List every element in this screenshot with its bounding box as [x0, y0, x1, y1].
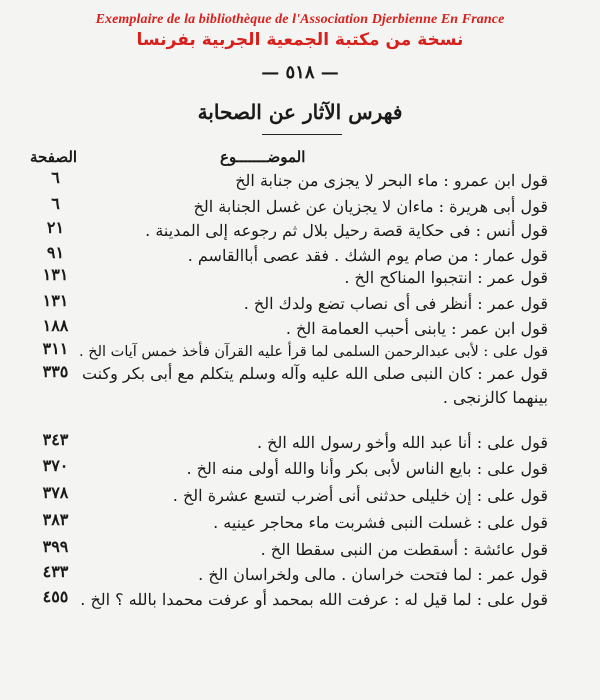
entry-text: قول أبى هريرة : ماءان لا يجزيان عن غسل الجنابة الخ [193, 197, 548, 216]
entry-text: قول على : لما قيل له : عرفت الله بمحمد أو عرفت محمدا بالله ؟ الخ . [80, 590, 548, 609]
entry-text: قول عمر : كان النبى صلى الله عليه وآله وسلم يتكلم مع أبى بكر وكنت بينهما كالزنجى . [81, 364, 548, 407]
entry-page-number: ٤٣٣ [42, 562, 69, 581]
entry-page-number: ٦ [51, 168, 60, 187]
entry-page-number: ٦ [51, 194, 60, 213]
entry-page-number: ٤٥٥ [42, 587, 69, 606]
entry-text: قول أنس : فى حكاية قصة رحيل بلال ثم رجوعه إلى المدينة . [145, 221, 548, 240]
subject-column-header: الموضـــــــوع [220, 148, 306, 166]
entry-page-number: ٣٩٩ [42, 537, 69, 556]
entry-page-number: ٣٧٨ [42, 483, 69, 502]
index-entry [0, 537, 600, 563]
entry-text: قول عمر : لما فتحت خراسان . مالى ولخراسان الخ . [198, 565, 548, 584]
index-entry [0, 265, 600, 291]
index-entry [0, 456, 600, 482]
page-number: — ٥١٨ — [261, 62, 339, 83]
entry-page-number: ٩١ [46, 243, 65, 262]
index-entry [0, 483, 600, 509]
entry-text: قول على : بايع الناس لأبى بكر وأنا والله أولى منه الخ . [186, 459, 548, 478]
entry-page-number: ٢١ [46, 218, 65, 237]
page-column-header: الصفحة [30, 148, 78, 166]
entry-text: قول على : غسلت النبى فشربت ماء محاجر عينيه . [213, 513, 548, 532]
entry-page-number: ٣٣٥ [42, 362, 69, 381]
entry-text: قول ابن عمر : يابنى أحبب العمامة الخ . [285, 319, 548, 338]
index-entry [0, 168, 600, 194]
entry-page-number: ٣١١ [42, 339, 69, 358]
entry-page-number: ١٣١ [42, 291, 69, 310]
entry-page-number: ٣٧٠ [42, 456, 69, 475]
index-entry [0, 291, 600, 317]
entry-text: قول عمار : من صام يوم الشك . فقد عصى أباالقاسم . [187, 246, 548, 265]
entry-text: قول عائشة : أسقطت من النبى سقطا الخ . [260, 540, 548, 559]
entry-text: قول على : لأبى عبدالرحمن السلمى لما قرأ عليه القرآن فأخذ خمس آيات الخ . [79, 344, 548, 360]
library-stamp-arabic: نسخة من مكتبة الجمعية الجربية بفرنسا [136, 30, 464, 50]
index-entry [0, 587, 600, 613]
entry-text: قول على : أنا عبد الله وأخو رسول الله الخ . [257, 433, 548, 452]
index-title: فهرس الآثار عن الصحابة [197, 100, 403, 124]
entry-page-number: ٣٨٣ [42, 510, 69, 529]
entry-text: قول على : إن خليلى حدثنى أنى أضرب لتسع عشرة الخ . [172, 486, 548, 505]
entry-text: قول عمر : انتجبوا المناكح الخ . [344, 268, 548, 287]
index-entry [0, 194, 600, 220]
index-entry [0, 218, 600, 244]
library-stamp-french: Exemplaire de la bibliothèque de l'Association Djerbienne En France [95, 12, 505, 27]
index-entry [0, 430, 600, 456]
entry-page-number: ١٨٨ [42, 316, 69, 335]
index-entry [0, 510, 600, 536]
entry-page-number: ٣٤٣ [42, 430, 69, 449]
index-entry [0, 562, 600, 588]
entry-page-number: ١٣١ [42, 265, 69, 284]
index-entry [0, 362, 600, 414]
entry-text: قول ابن عمرو : ماء البحر لا يجزى من جنابة الخ [235, 171, 548, 190]
entry-text: قول عمر : أنظر فى أى نصاب تضع ولدك الخ . [243, 294, 548, 313]
